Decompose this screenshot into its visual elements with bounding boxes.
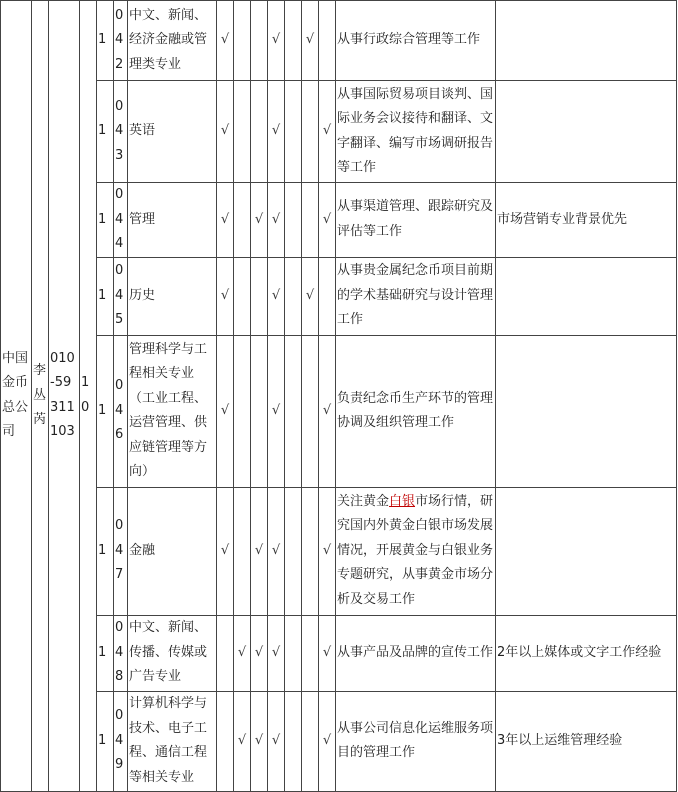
empty-cell [285, 257, 302, 335]
check-mark-icon: √ [268, 487, 285, 615]
check-mark-icon: √ [217, 335, 234, 487]
remark: 2年以上媒体或文字工作经验 [496, 615, 677, 691]
check-mark-icon: √ [319, 487, 336, 615]
org-name: 中国金币总公司 [1, 1, 32, 792]
check-mark-icon: √ [217, 183, 234, 258]
empty-cell [302, 183, 319, 258]
remark [496, 81, 677, 183]
empty-cell [217, 691, 234, 791]
check-mark-icon: √ [268, 691, 285, 791]
table-row [1, 183, 677, 258]
check-mark-icon: √ [234, 615, 251, 691]
check-mark-icon: √ [319, 81, 336, 183]
empty-cell [285, 1, 302, 81]
table-row [1, 81, 677, 183]
hire-count: 1 [97, 1, 114, 81]
position-code: 046 [114, 335, 128, 487]
check-mark-icon: √ [251, 691, 268, 791]
table-row [1, 615, 677, 691]
major-requirement: 中文、新闻、传播、传媒或广告专业 [128, 615, 217, 691]
empty-cell [285, 615, 302, 691]
major-requirement: 管理科学与工程相关专业（工业工程、运营管理、供应链管理等方向） [128, 335, 217, 487]
check-mark-icon: √ [217, 487, 234, 615]
empty-cell [285, 691, 302, 791]
duty-text: 市场行情，研究国内外黄金白银市场发展情况，开展黄金与白银业务专题研究，从事黄金市场分析及交易工作 [337, 493, 494, 607]
check-mark-icon: √ [268, 81, 285, 183]
check-mark-icon: √ [217, 81, 234, 183]
major-requirement: 管理 [128, 183, 217, 258]
remark [496, 257, 677, 335]
empty-cell [234, 335, 251, 487]
major-requirement: 金融 [128, 487, 217, 615]
empty-cell [251, 81, 268, 183]
empty-cell [319, 1, 336, 81]
position-code: 043 [114, 81, 128, 183]
check-mark-icon: √ [251, 487, 268, 615]
check-mark-icon: √ [217, 257, 234, 335]
check-mark-icon: √ [268, 335, 285, 487]
check-mark-icon: √ [217, 1, 234, 81]
check-mark-icon: √ [319, 335, 336, 487]
remark: 市场营销专业背景优先 [496, 183, 677, 258]
silver-link[interactable]: 白银 [389, 493, 416, 509]
table-row [1, 1, 677, 81]
check-mark-icon: √ [319, 183, 336, 258]
empty-cell [285, 81, 302, 183]
check-mark-icon: √ [251, 615, 268, 691]
table-row [1, 335, 677, 487]
contact-phone: 010-59311103 [49, 1, 80, 792]
job-duty: 从事产品及品牌的宣传工作 [336, 615, 496, 691]
hire-count: 1 [97, 183, 114, 258]
empty-cell [302, 615, 319, 691]
remark [496, 335, 677, 487]
position-code: 042 [114, 1, 128, 81]
job-duty: 负责纪念币生产环节的管理协调及组织管理工作 [336, 335, 496, 487]
major-requirement: 计算机科学与技术、电子工程、通信工程等相关专业 [128, 691, 217, 791]
hire-count: 1 [97, 615, 114, 691]
position-code: 048 [114, 615, 128, 691]
position-code: 044 [114, 183, 128, 258]
check-mark-icon: √ [302, 257, 319, 335]
job-duty: 从事国际贸易项目谈判、国际业务会议接待和翻译、文字翻译、编写市场调研报告等工作 [336, 81, 496, 183]
hire-count: 1 [97, 691, 114, 791]
empty-cell [285, 335, 302, 487]
empty-cell [285, 487, 302, 615]
position-code: 047 [114, 487, 128, 615]
hire-count: 1 [97, 335, 114, 487]
check-mark-icon: √ [302, 1, 319, 81]
job-duty: 从事渠道管理、跟踪研究及评估等工作 [336, 183, 496, 258]
check-mark-icon: √ [319, 691, 336, 791]
empty-cell [251, 335, 268, 487]
job-duty [336, 487, 496, 615]
check-mark-icon: √ [319, 615, 336, 691]
empty-cell [234, 487, 251, 615]
empty-cell [302, 81, 319, 183]
position-code: 049 [114, 691, 128, 791]
empty-cell [319, 257, 336, 335]
check-mark-icon: √ [268, 257, 285, 335]
empty-cell [251, 1, 268, 81]
empty-cell [234, 257, 251, 335]
table-row [1, 691, 677, 791]
position-code: 045 [114, 257, 128, 335]
hire-count: 1 [97, 257, 114, 335]
remark [496, 1, 677, 81]
empty-cell [302, 691, 319, 791]
hire-count: 1 [97, 487, 114, 615]
empty-cell [234, 183, 251, 258]
table-row [1, 487, 677, 615]
check-mark-icon: √ [268, 183, 285, 258]
empty-cell [285, 183, 302, 258]
check-mark-icon: √ [268, 615, 285, 691]
check-mark-icon: √ [234, 691, 251, 791]
empty-cell [234, 81, 251, 183]
hire-count: 1 [97, 81, 114, 183]
contact-name: 李丛芮 [32, 1, 49, 792]
quota-total: 10 [80, 1, 97, 792]
duty-text: 关注黄金 [337, 493, 390, 509]
empty-cell [251, 257, 268, 335]
empty-cell [302, 335, 319, 487]
table-row [1, 257, 677, 335]
job-duty: 从事贵金属纪念币项目前期的学术基础研究与设计管理工作 [336, 257, 496, 335]
job-duty: 从事公司信息化运维服务项目的管理工作 [336, 691, 496, 791]
remark: 3年以上运维管理经验 [496, 691, 677, 791]
empty-cell [217, 615, 234, 691]
major-requirement: 历史 [128, 257, 217, 335]
major-requirement: 英语 [128, 81, 217, 183]
remark [496, 487, 677, 615]
empty-cell [302, 487, 319, 615]
empty-cell [234, 1, 251, 81]
job-duty: 从事行政综合管理等工作 [336, 1, 496, 81]
check-mark-icon: √ [268, 1, 285, 81]
major-requirement: 中文、新闻、经济金融或管理类专业 [128, 1, 217, 81]
check-mark-icon: √ [251, 183, 268, 258]
